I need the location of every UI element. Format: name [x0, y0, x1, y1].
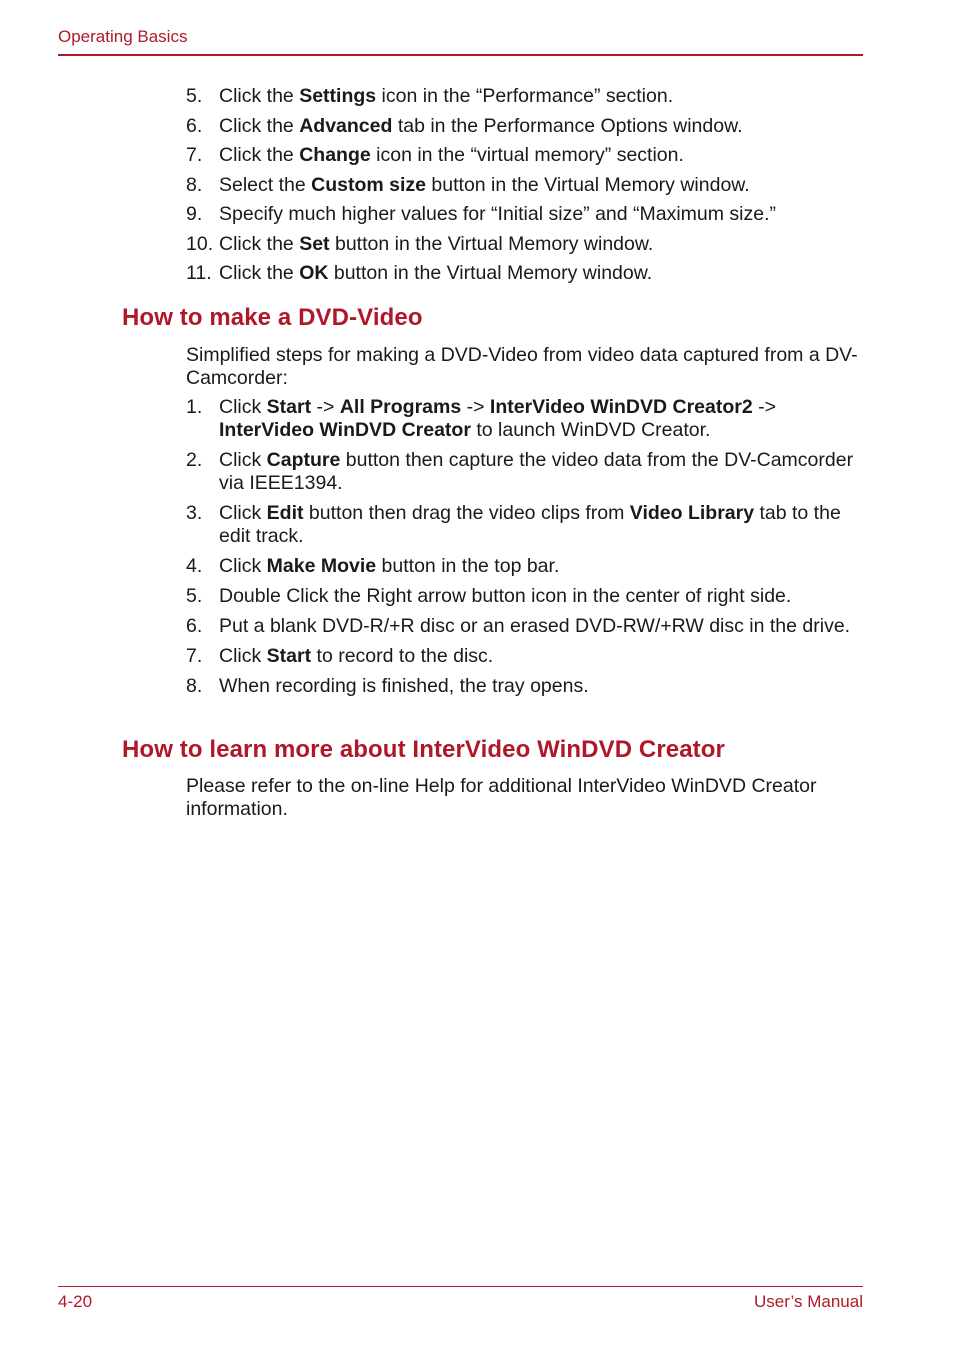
list-item — [186, 115, 866, 138]
text-run: icon in the “Performance” section. — [376, 85, 674, 107]
dvd-section-intro: Simplified steps for making a DVD-Video from video data captured from a DV-Camcorder: — [186, 344, 858, 389]
bold-term: Make Movie — [266, 555, 377, 577]
list-item — [186, 144, 866, 167]
header-title: Operating Basics — [58, 27, 188, 46]
list-item-number: 2. — [186, 449, 203, 471]
text-run: Double Click the Right arrow button icon in the center of right side. — [219, 585, 792, 607]
list-item-number: 9. — [186, 203, 203, 225]
list-item-text — [219, 615, 850, 637]
text-run: Click the — [219, 114, 300, 137]
list-item-number: 10. — [186, 232, 214, 255]
list-item-number: 8. — [186, 173, 203, 196]
bold-term: All Programs — [339, 396, 462, 418]
list-item-text — [219, 144, 684, 166]
bold-term: InterVideo WinDVD Creator — [219, 419, 471, 441]
bold-term: Custom size — [311, 173, 426, 196]
list-item-text — [219, 85, 673, 107]
list-item-text — [219, 233, 653, 255]
text-run: Click — [219, 449, 267, 471]
bold-term: Settings — [299, 85, 377, 107]
bold-term: InterVideo WinDVD Creator2 — [489, 396, 753, 418]
text-run: button then drag the video clips from — [303, 502, 630, 524]
text-run: to record to the disc. — [311, 645, 494, 667]
list-item — [186, 615, 866, 638]
list-item — [186, 502, 866, 548]
footer-rule — [58, 1286, 863, 1287]
list-item-number: 4. — [186, 555, 203, 577]
text-run: -> — [461, 396, 490, 418]
bold-term: Set — [299, 232, 330, 255]
text-run: Click the — [219, 144, 300, 166]
text-run: tab to the edit track. — [219, 502, 841, 547]
bold-term: Change — [299, 144, 371, 166]
text-run: Click — [219, 555, 267, 577]
bold-term: OK — [299, 262, 329, 284]
list-item-text — [219, 585, 791, 607]
list-item-number: 3. — [186, 502, 203, 524]
text-run: Put a blank DVD-R/+R disc or an erased DVD-RW/+RW disc in the drive. — [219, 615, 851, 637]
bold-term: Advanced — [299, 114, 393, 137]
list-item — [186, 396, 866, 442]
list-item-text — [219, 555, 559, 577]
list-item-text — [219, 115, 743, 137]
list-item — [186, 262, 866, 285]
text-run: When recording is finished, the tray opens. — [219, 675, 589, 697]
list-item — [186, 555, 866, 578]
footer-page-number: 4-20 — [58, 1292, 93, 1311]
list-item-number: 5. — [186, 85, 203, 107]
bold-term: Edit — [266, 502, 304, 524]
list-item — [186, 174, 866, 197]
list-item-text — [219, 449, 853, 494]
bold-term: Video Library — [629, 502, 755, 524]
dvd-steps-list — [186, 396, 866, 705]
learn-section-heading: How to learn more about InterVideo WinDVD Creator — [122, 736, 725, 763]
list-item-number: 7. — [186, 645, 203, 667]
text-run: to launch WinDVD Creator. — [470, 419, 711, 441]
list-item-number: 1. — [186, 396, 203, 418]
text-run: button in the top bar. — [376, 555, 560, 577]
text-run: button in the Virtual Memory window. — [329, 232, 654, 255]
bold-term: Start — [266, 645, 312, 667]
text-run: Click the — [219, 85, 300, 107]
list-item — [186, 85, 866, 108]
steps-continued-list — [186, 85, 866, 292]
text-run: Click the — [219, 232, 300, 255]
list-item-number: 6. — [186, 615, 203, 637]
list-item-number: 6. — [186, 114, 203, 137]
text-run: Select the — [219, 173, 312, 196]
list-item — [186, 449, 866, 495]
list-item — [186, 203, 866, 226]
list-item-text — [219, 502, 841, 547]
text-run: button in the Virtual Memory window. — [426, 173, 750, 196]
text-run: icon in the “virtual memory” section. — [370, 144, 684, 166]
text-run: Click — [219, 645, 267, 667]
list-item-text — [219, 675, 589, 697]
learn-section-body: Please refer to the on-line Help for additional InterVideo WinDVD Creator information. — [186, 775, 817, 820]
list-item-number: 11. — [186, 262, 212, 284]
footer-manual-title: User’s Manual — [754, 1292, 863, 1311]
header-rule — [58, 54, 863, 56]
text-run: button then capture the video data from the DV-Camcorder via IEEE1394. — [219, 449, 854, 494]
text-run: Click — [219, 502, 267, 524]
list-item-number: 5. — [186, 585, 203, 607]
list-item-text — [219, 645, 493, 667]
list-item-number: 8. — [186, 675, 203, 697]
text-run: -> — [311, 396, 340, 418]
list-item-text — [219, 396, 776, 441]
list-item-text — [219, 203, 776, 225]
bold-term: Capture — [266, 449, 341, 471]
list-item-text — [219, 262, 652, 284]
list-item-number: 7. — [186, 144, 203, 166]
list-item — [186, 233, 866, 256]
dvd-section-heading: How to make a DVD-Video — [122, 304, 423, 331]
text-run: Specify much higher values for “Initial size” and “Maximum size.” — [219, 203, 777, 225]
list-item — [186, 675, 866, 698]
list-item-text — [219, 174, 750, 196]
text-run: Click the — [219, 262, 300, 284]
list-item — [186, 645, 866, 668]
text-run: button in the Virtual Memory window. — [328, 262, 653, 284]
list-item — [186, 585, 866, 608]
text-run: tab in the Performance Options window. — [392, 114, 743, 137]
text-run: Click — [219, 396, 267, 418]
bold-term: Start — [266, 396, 312, 418]
text-run: -> — [752, 396, 776, 418]
